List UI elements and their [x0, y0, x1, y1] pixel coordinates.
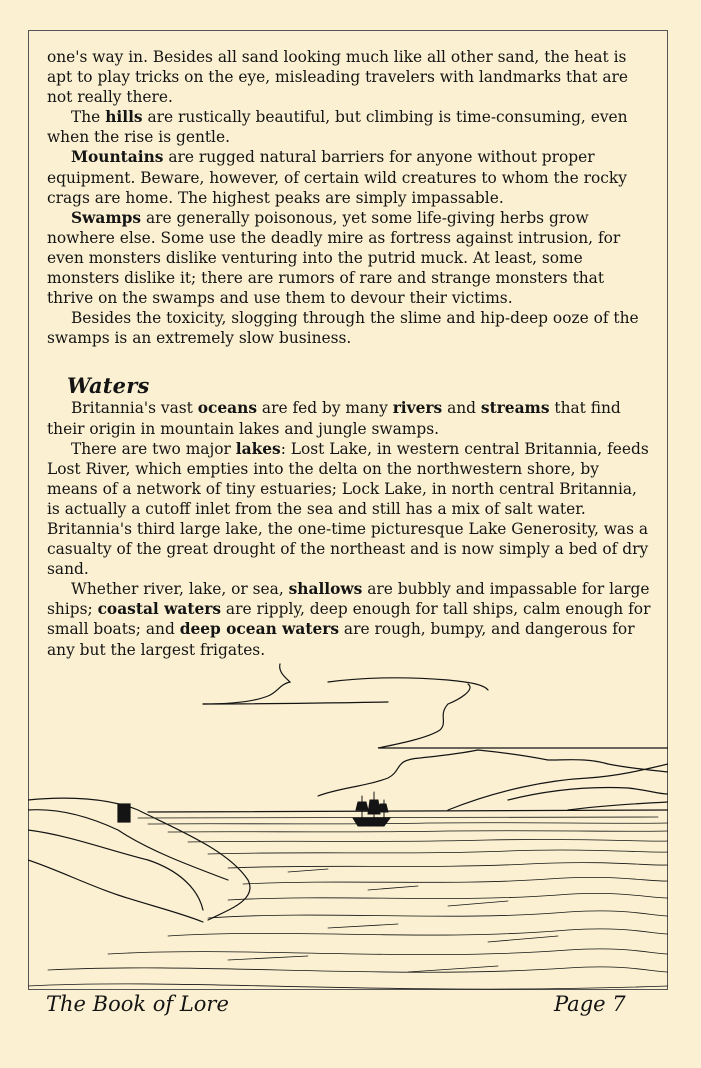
term-lakes: lakes	[235, 439, 281, 458]
paragraph-toxicity: Besides the toxicity, slogging through the slime and hip-deep ooze of the swamps is an extremely slow business.	[47, 309, 639, 348]
paragraph-hills: The hills are rustically beautiful, but climbing is time-consuming, even when the rise is gentle.	[47, 108, 628, 147]
paragraph-oceans: Britannia's vast oceans are fed by many rivers and streams that find their origin in mountain lakes and jungle swamps.	[47, 399, 621, 438]
page-number: Page 7	[554, 992, 626, 1016]
term-mountains: Mountains	[71, 148, 164, 167]
term-hills: hills	[105, 108, 143, 127]
section-heading-waters: Waters	[67, 373, 150, 399]
term-streams: streams	[480, 399, 550, 418]
paragraph-water-types: Whether river, lake, or sea, shallows are bubbly and impassable for large ships; coastal waters are ripply, deep enough for tall ships, calm enough for small boats; and deep ocean waters are rough, bumpy, and dangerous for any but the largest frigates.	[47, 580, 651, 659]
distant-hills	[448, 764, 668, 810]
paragraph-lakes: There are two major lakes: Lost Lake, in western central Britannia, feeds Lost River, which empties into the delta on the northwestern shore, by means of a network of tiny estuaries; Lock Lake, in north central Britannia, is actually a cutoff inlet from the sea and still has a mix of salt water. Britannia's third large lake, the one-time picturesque Lake Generosity, was a casualty of the great drought of the northeast and is now simply a bed of dry sand.	[47, 439, 649, 579]
seascape-illustration	[28, 660, 668, 990]
paragraph-mountains: Mountains are rugged natural barriers for anyone without proper equipment. Beware, however, of certain wild creatures to whom the rocky crags are home. The highest peaks are simply impassable.	[47, 148, 627, 207]
term-rivers: rivers	[392, 399, 443, 418]
horizon	[148, 810, 668, 812]
term-oceans: oceans	[197, 399, 258, 418]
ship	[353, 792, 390, 826]
cloud	[318, 750, 668, 796]
paragraph-swamps: Swamps are generally poisonous, yet some life-giving herbs grow nowhere else. Some use the deadly mire as fortress against intrusion, for even monsters dislike venturing into the putrid muck. At least, some monsters dislike it; there are rumors of rare and strange monsters that thrive on the swamps and use them to devour their victims.	[47, 208, 621, 308]
book-title: The Book of Lore	[46, 992, 229, 1016]
cloud	[203, 664, 290, 704]
water-ripples	[28, 817, 668, 989]
term-swamps: Swamps	[71, 208, 142, 227]
term-deep-ocean-waters: deep ocean waters	[179, 620, 340, 639]
term-shallows: shallows	[288, 580, 363, 599]
paragraph-desert-end: one's way in. Besides all sand looking much like all other sand, the heat is apt to play tricks on the eye, misleading travelers with landmarks that are not really there.	[47, 48, 628, 107]
cloud	[328, 678, 488, 690]
term-coastal-waters: coastal waters	[97, 600, 222, 619]
page-text	[47, 47, 653, 660]
